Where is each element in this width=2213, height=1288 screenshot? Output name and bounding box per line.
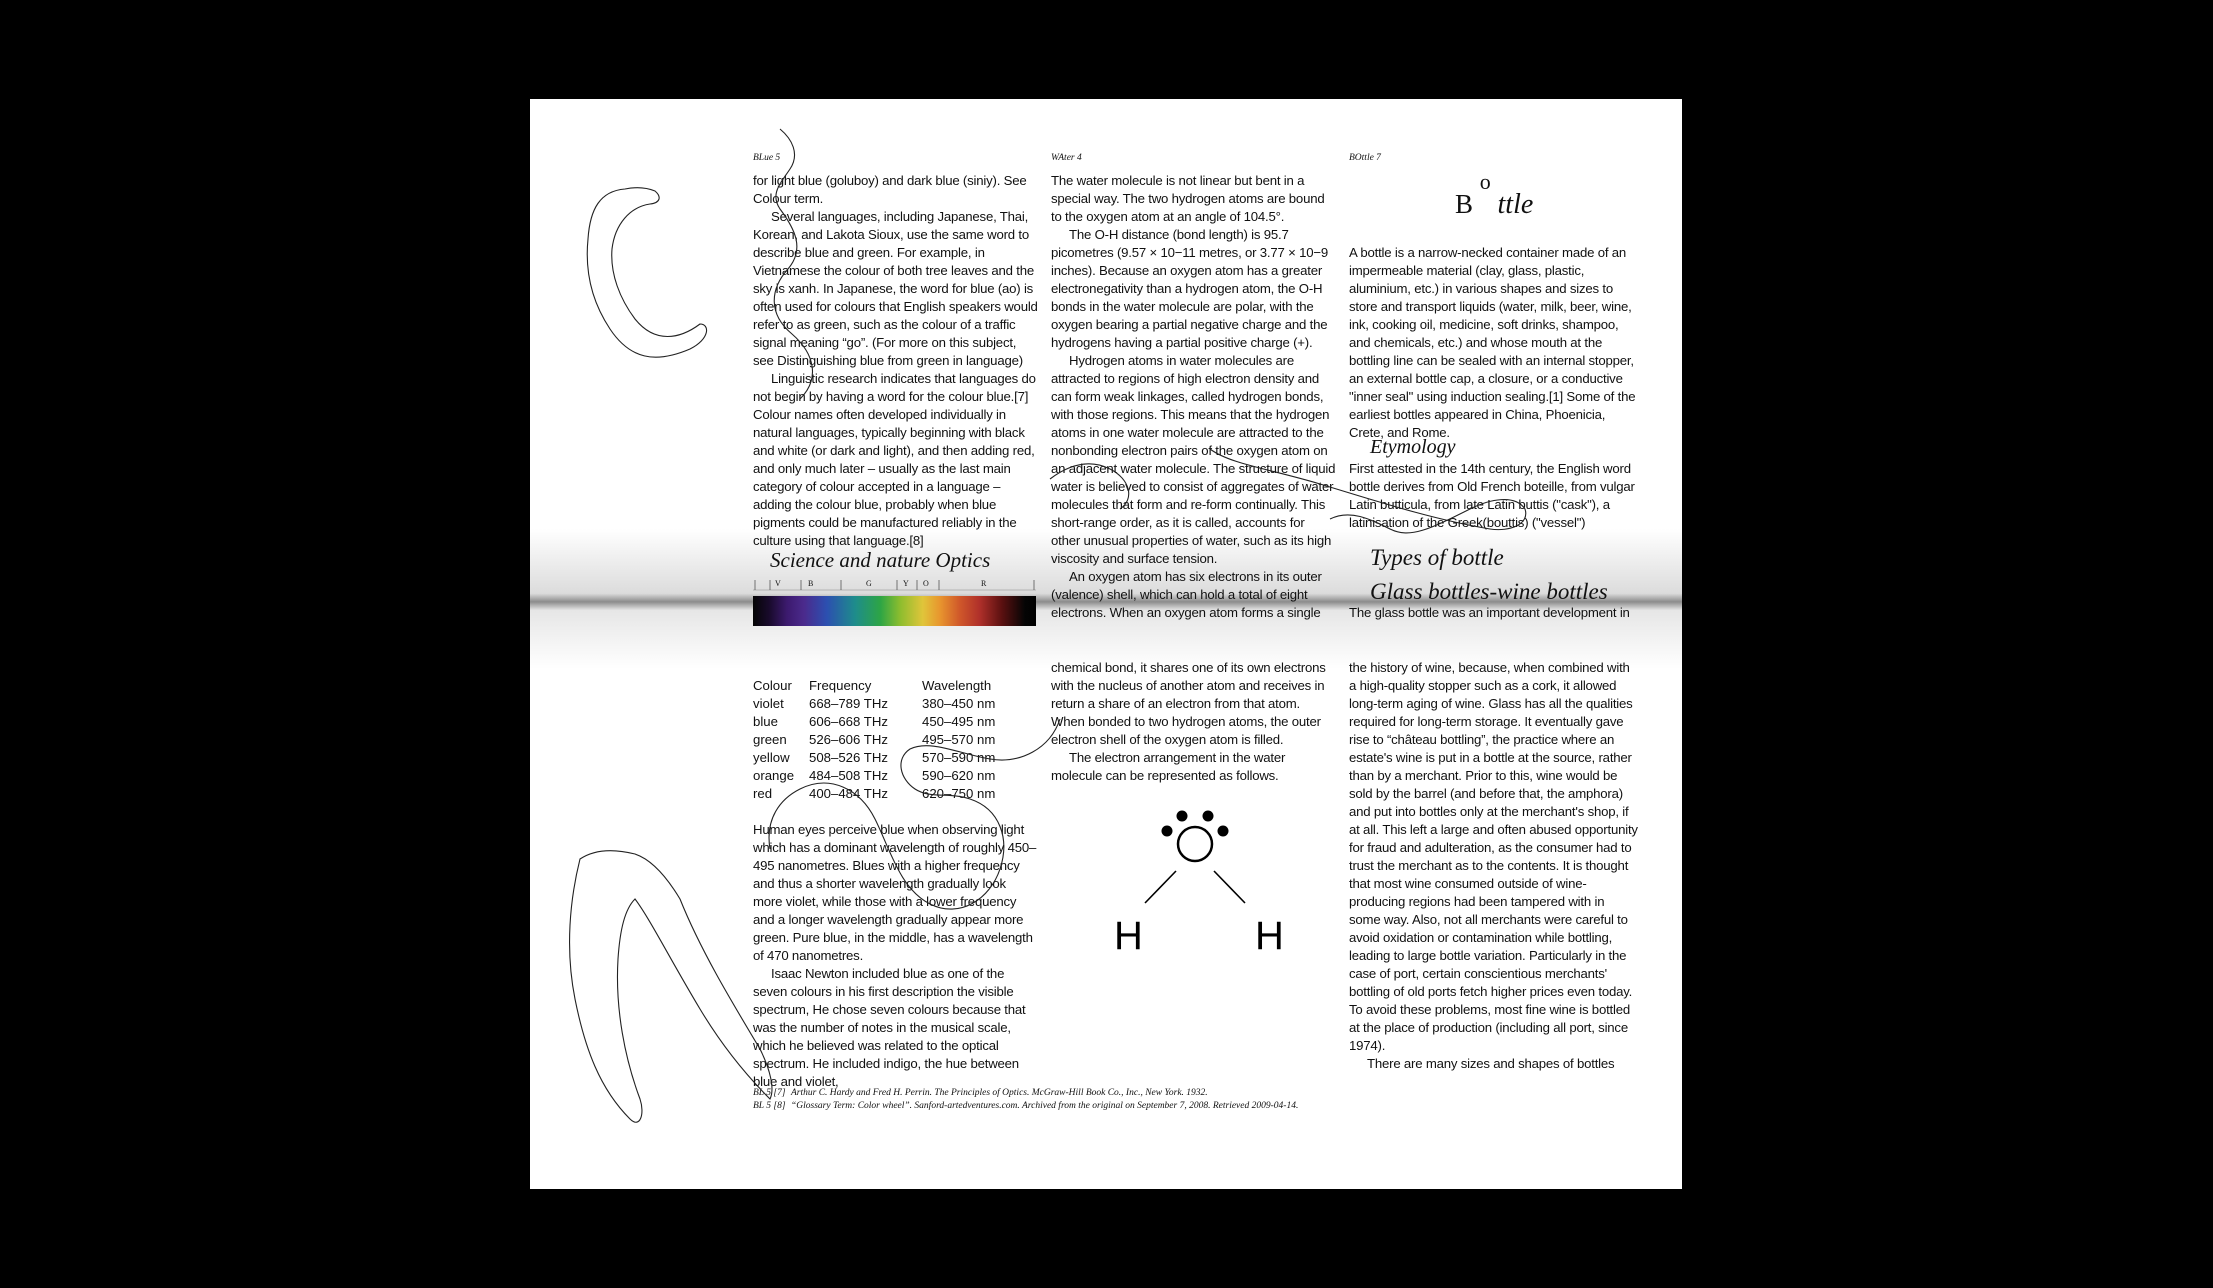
- table-cell: 620–750 nm: [922, 786, 996, 801]
- paragraph: Human eyes perceive blue when observing light which has a dominant wavelength of roughly 450–495 nanometres. Blues with a higher frequency and thus a shorter wavelength gradually look more violet, while those with a lower frequency and a longer wavelength gradually appear more green. Pure blue, in the middle, has a wavelength of 470 nanometres.: [753, 822, 1037, 963]
- table-cell: 508–526 THz: [809, 750, 888, 765]
- types-heading: Types of bottle: [1370, 545, 1504, 570]
- paragraph: Several languages, including Japanese, Thai, Korean, and Lakota Sioux, use the same word to describe blue and green. For example, in Vietnamese the colour of both tree leaves and the sky is xanh. In Japanese, the word for blue (ao) is often used for colours that English speakers would refer to as green, such as the colour of a traffic signal meaning “go”. (For more on this subject, see Distinguishing blue from green in language): [753, 209, 1038, 368]
- table-cell: 484–508 THz: [809, 768, 888, 783]
- paragraph: Linguistic research indicates that languages do not begin by having a word for the colour blue.[7] Colour names often developed individually in natural languages, typically beginning with black and white (or dark and light), and then adding red, and only much later – usually as the last main category of colour accepted in a language – adding the colour blue, probably when blue pigments could be manufactured reliably in the culture using that language.[8]: [753, 371, 1036, 548]
- spectrum-label-g: G: [866, 579, 872, 588]
- paragraph: Isaac Newton included blue as one of the seven colours in his first description the visible spectrum, He chose seven colours because that was the number of notes in the musical scale, which he believed was related to the optical spectrum. He included indigo, the hue between blue and violet,: [753, 966, 1026, 1089]
- paragraph: The electron arrangement in the water molecule can be represented as follows.: [1051, 750, 1286, 783]
- table-cell: orange: [753, 768, 795, 783]
- spectrum-label-b: B: [808, 579, 814, 588]
- paragraph: the history of wine, because, when combined with a high-quality stopper such as a cork, it allowed long-term aging of wine. Glass has all the qualities required for long-term storage. It eventually gave rise to “château bottling”, the practice where an estate's wine is put in a bottle at the source, rather than by a merchant. Prior to this, wine would be sold by the barrel (and before that, the amphora) and put into bottles only at the merchant's shop, if at all. This left a large and often abused opportunity for fraud and adulteration, as the consumer had to trust the merchant as to the contents. It is thought that most wine consumed outside of wine-producing regions had been tampered with in some way. Also, not all merchants were careful to avoid oxidation or contamination while bottling, leading to large bottle variation. Particularly in the case of port, certain conscientious merchants' bottling of old ports fetch higher prices even today. To avoid these problems, most fine wine is bottled at the place of production (including all port, since 1974).: [1349, 660, 1638, 1053]
- paragraph: A bottle is a narrow-necked container made of an impermeable material (clay, glass, plastic, aluminium, etc.) in various shapes and sizes to store and transport liquids (water, milk, beer, wine, ink, cooking oil, medicine, soft drinks, shampoo, and chemicals, etc.) and whose mouth at the bottling line can be sealed with an internal stopper, an external bottle cap, a closure, or a conductive "inner seal" using induction sealing.[1] Some of the earliest bottles appeared in China, Phoenicia, Crete, and Rome.: [1349, 245, 1636, 440]
- title-letters-ttle: ttle: [1497, 189, 1534, 220]
- table-cell: 380–450 nm: [922, 696, 996, 711]
- paragraph: The glass bottle was an important development in: [1349, 605, 1630, 620]
- paragraph: The water molecule is not linear but bent in a special way. The two hydrogen atoms are bound to the oxygen atom at an angle of 104.5°.: [1051, 173, 1325, 224]
- table-cell: 450–495 nm: [922, 714, 996, 729]
- table-cell: 606–668 THz: [809, 714, 888, 729]
- footnote-tag: BL 5 [8]: [753, 1101, 786, 1111]
- running-head-blue: BLue 5: [753, 153, 781, 163]
- table-cell: green: [753, 732, 787, 747]
- scribble-stroke: [1050, 464, 1129, 509]
- spectrum-label-y: Y: [903, 579, 909, 588]
- running-head-water: WAter 4: [1051, 153, 1082, 163]
- paragraph: An oxygen atom has six electrons in its outer (valence) shell, which can hold a total of eight electrons. When an oxygen atom forms a single: [1051, 569, 1322, 620]
- letter-n-outline: [570, 851, 772, 1123]
- running-head-bottle: BOttle 7: [1349, 153, 1381, 163]
- paragraph: First attested in the 14th century, the English word bottle derives from Old French boteille, from vulgar Latin butticula, from late Latin buttis ("cask"), a latinisation of the Greek(bouttis) ("vessel"): [1349, 461, 1635, 530]
- table-header: Wavelength: [922, 678, 992, 693]
- spectrum-label-r: R: [981, 579, 987, 588]
- footnote-tag: BL 5 [7]: [753, 1088, 786, 1098]
- spectrum-label-o: O: [923, 579, 929, 588]
- footnote-text: “Glossary Term: Color wheel”. Sanford-artedventures.com. Archived from the original on September 7, 2008. Retrieved 2009-04-14.: [791, 1101, 1299, 1111]
- table-cell: red: [753, 786, 773, 801]
- title-letter-b: B: [1455, 189, 1474, 219]
- paragraph: There are many sizes and shapes of bottles: [1367, 1056, 1615, 1071]
- ribbon-stroke: [1210, 449, 1526, 533]
- table-header: Frequency: [809, 678, 872, 693]
- paragraph: for light blue (goluboy) and dark blue (siniy). See Colour term.: [753, 173, 1027, 206]
- hydrogen-right: H: [1255, 914, 1284, 958]
- table-cell: 495–570 nm: [922, 732, 996, 747]
- etymology-heading: Etymology: [1370, 436, 1456, 458]
- optics-heading: Science and nature Optics: [770, 548, 991, 572]
- table-cell: 570–590 nm: [922, 750, 996, 765]
- title-letter-o: o: [1479, 169, 1491, 194]
- table-cell: blue: [753, 714, 778, 729]
- booklet-page: [530, 99, 1682, 1189]
- paragraph: Hydrogen atoms in water molecules are attracted to regions of high electron density and can form weak linkages, called hydrogen bonds, with those regions. This means that the hydrogen atoms in one water molecule are attracted to the nonbonding electron pairs of the oxygen atom on an adjacent water molecule. The structure of liquid water is believed to consist of aggregates of water molecules that form and re-form continually. This short-range order, as it is called, accounts for other unusual properties of water, such as its high viscosity and surface tension.: [1051, 353, 1336, 566]
- scribble-stroke: [774, 129, 812, 399]
- paragraph: chemical bond, it shares one of its own electrons with the nucleus of another atom and receives in return a share of an electron from that atom. When bonded to two hydrogen atoms, the outer electron shell of the oxygen atom is filled.: [1051, 660, 1326, 747]
- handwritten-overlay-drawing: [530, 99, 1682, 1189]
- table-cell: 668–789 THz: [809, 696, 888, 711]
- wine-bottles-heading: Glass bottles-wine bottles: [1370, 579, 1608, 604]
- hydrogen-left: H: [1114, 914, 1143, 958]
- footnote-text: Arthur C. Hardy and Fred H. Perrin. The Principles of Optics. McGraw-Hill Book Co., Inc., New York. 1932.: [791, 1088, 1208, 1098]
- table-cell: yellow: [753, 750, 790, 765]
- table-cell: 400–484 THz: [809, 786, 888, 801]
- letter-c-outline: [587, 188, 706, 358]
- table-header: Colour: [753, 678, 792, 693]
- spectrum-label-v: V: [775, 579, 781, 588]
- table-cell: 590–620 nm: [922, 768, 996, 783]
- table-cell: violet: [753, 696, 784, 711]
- paragraph: The O-H distance (bond length) is 95.7 picometres (9.57 × 10−11 metres, or 3.77 × 10−9 inches). Because an oxygen atom has a greater electronegativity than a hydrogen atom, the O-H bonds in the water molecule are polar, with the oxygen bearing a partial negative charge and the hydrogens having a partial positive charge (+).: [1051, 227, 1328, 350]
- letter-o-scribble: [769, 719, 1060, 909]
- table-cell: 526–606 THz: [809, 732, 888, 747]
